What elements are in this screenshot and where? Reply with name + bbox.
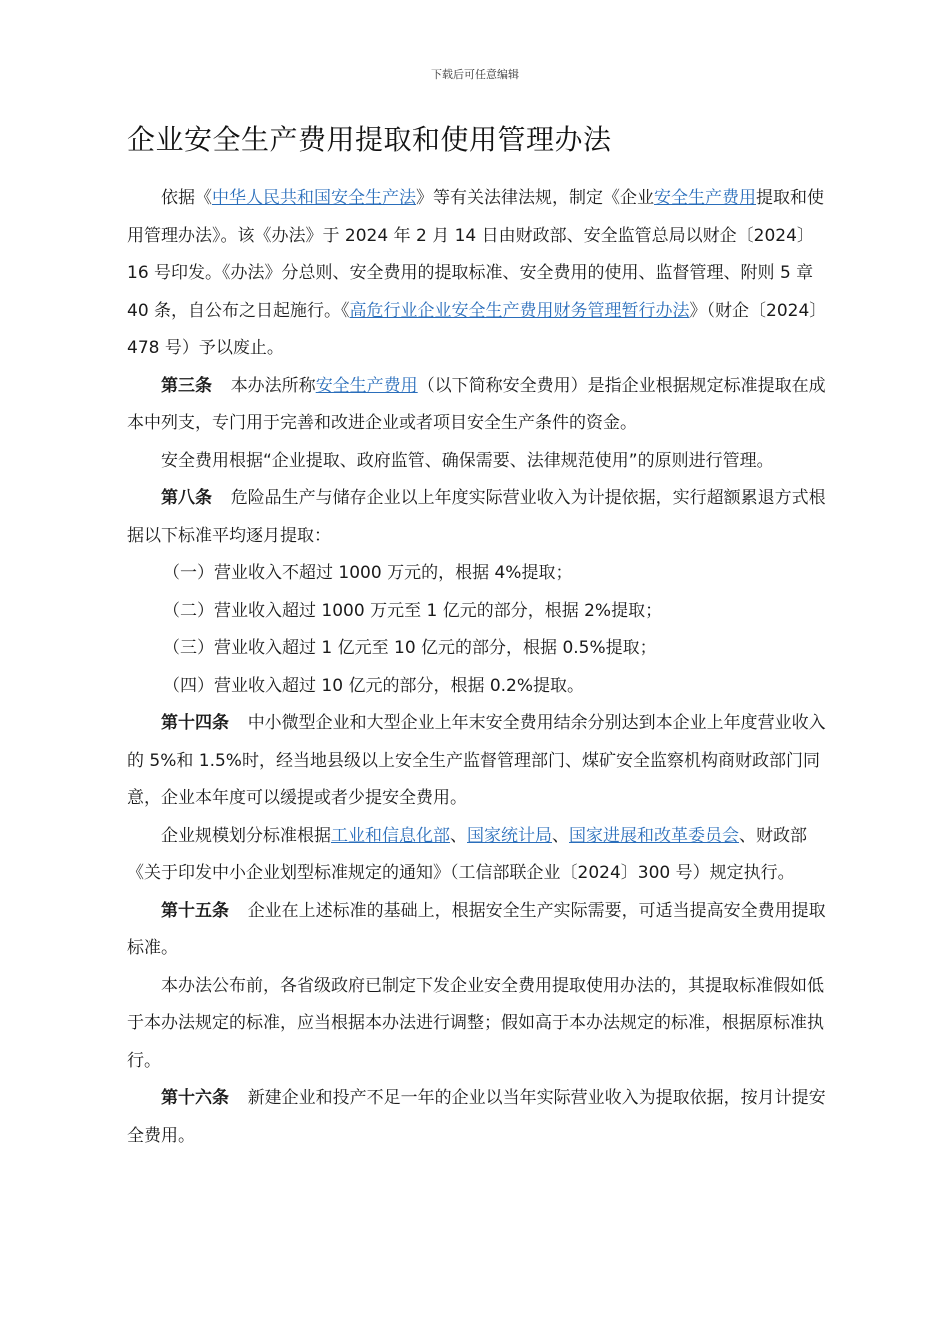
intro-text-3: 提取和使用管理办法》。该《办法》于 2024 年 2 月 14 日由财政部、安全监管总局以财企〔2024〕16 号印发。《办法》分总则、安全费用的提取标准、安全费用的使用、监督管理、附则 5 章 40 条，自公布之日起施行。《 bbox=[127, 188, 824, 321]
article-8-label: 第八条 bbox=[161, 488, 212, 508]
scale-sep-1: 、 bbox=[450, 825, 467, 846]
article-16 bbox=[127, 1080, 827, 1155]
article-16-text: 新建企业和投产不足一年的企业以当年实际营业收入为提取依据，按月计提安全费用。 bbox=[127, 1088, 826, 1146]
link-high-risk-industry-measures[interactable]: 高危行业企业安全生产费用财务管理暂行办法 bbox=[349, 300, 690, 321]
document-title: 企业安全生产费用提取和使用管理办法 bbox=[127, 123, 612, 156]
rate-item-4: （四）营业收入超过 10 亿元的部分，根据 0.2%提取。 bbox=[163, 675, 585, 696]
rate-item-1: （一）营业收入不超过 1000 万元的，根据 4%提取； bbox=[163, 563, 573, 583]
principle-paragraph: 安全费用根据“企业提取、政府监管、确保需要、法律规范使用”的原则进行管理。 bbox=[161, 450, 774, 471]
scale-paragraph bbox=[127, 818, 827, 893]
rate-item-2: （二）营业收入超过 1000 万元至 1 亿元的部分，根据 2%提取； bbox=[163, 600, 663, 621]
header-note: 下载后可任意编辑 bbox=[431, 68, 519, 81]
article-8-text: 危险品生产与储存企业以上年度实际营业收入为计提依据，实行超额累退方式根据以下标准平均逐月提取： bbox=[127, 488, 826, 546]
scale-sep-2: 、 bbox=[552, 825, 569, 846]
document-body bbox=[127, 180, 827, 1155]
article-14 bbox=[127, 705, 827, 818]
article-15-label: 第十五条 bbox=[161, 900, 229, 921]
intro-text-2: 》等有关法律法规，制定《企业 bbox=[416, 188, 654, 208]
link-safety-production-law[interactable]: 中华人民共和国安全生产法 bbox=[212, 188, 416, 208]
link-national-bureau-of-statistics[interactable]: 国家统计局 bbox=[467, 825, 552, 846]
link-ndrc[interactable]: 国家进展和改革委员会 bbox=[569, 825, 739, 846]
article-16-label: 第十六条 bbox=[161, 1088, 229, 1108]
link-safety-production-fee[interactable]: 安全生产费用 bbox=[654, 188, 756, 208]
article-3 bbox=[127, 368, 827, 443]
article-14-text: 中小微型企业和大型企业上年末安全费用结余分别达到本企业上年度营业收入的 5%和 1.5%时，经当地县级以上安全生产监督管理部门、煤矿安全监察机构商财政部门同意，企业本年度可以缓提或者少提安全费用。 bbox=[127, 713, 826, 808]
article-8 bbox=[127, 480, 827, 555]
article-15 bbox=[127, 893, 827, 968]
article-3-text-2: （以下简称安全费用）是指企业根据规定标准提取在成本中列支，专门用于完善和改进企业或者项目安全生产条件的资金。 bbox=[127, 375, 826, 433]
scale-text-1: 企业规模划分标准根据 bbox=[161, 825, 331, 846]
intro-paragraph bbox=[127, 180, 827, 368]
article-15-text: 企业在上述标准的基础上，根据安全生产实际需要，可适当提高安全费用提取标准。 bbox=[127, 900, 826, 958]
link-safety-production-fee-2[interactable]: 安全生产费用 bbox=[315, 375, 418, 396]
local-standard-paragraph: 本办法公布前，各省级政府已制定下发企业安全费用提取使用办法的，其提取标准假如低于本办法规定的标准，应当根据本办法进行调整；假如高于本办法规定的标准，根据原标准执行。 bbox=[127, 975, 824, 1071]
rate-item-3: （三）营业收入超过 1 亿元至 10 亿元的部分，根据 0.5%提取； bbox=[163, 638, 657, 658]
link-miit[interactable]: 工业和信息化部 bbox=[331, 825, 450, 846]
article-14-label: 第十四条 bbox=[161, 713, 229, 733]
scale-text-2: 、财政部《关于印发中小企业划型标准规定的通知》（工信部联企业〔2024〕300 号）规定执行。 bbox=[127, 825, 807, 883]
article-3-label: 第三条 bbox=[161, 375, 212, 396]
intro-text-4: 》（财企〔2024〕478 号）予以废止。 bbox=[127, 300, 827, 358]
intro-text-1: 依据《 bbox=[161, 188, 212, 208]
article-3-text-1: 本办法所称 bbox=[230, 375, 316, 396]
